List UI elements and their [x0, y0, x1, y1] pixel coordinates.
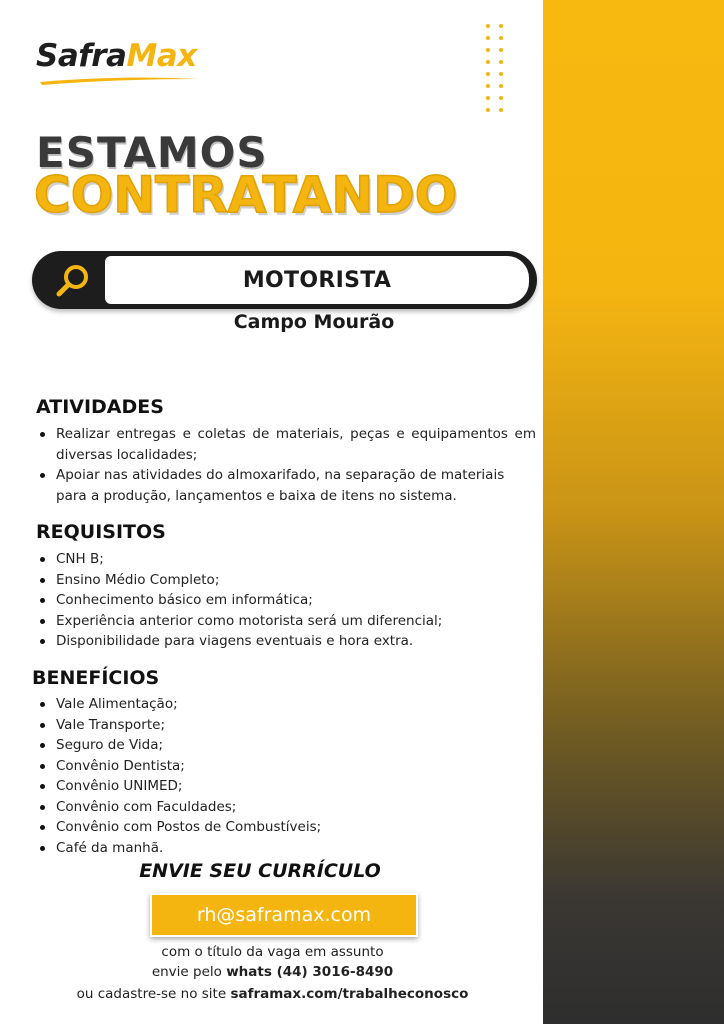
- brand-logo: [36, 38, 197, 74]
- list-item: Vale Alimentação;: [36, 694, 536, 715]
- decorative-dot-grid: [486, 24, 512, 120]
- cta-title: ENVIE SEU CURRÍCULO: [139, 860, 381, 882]
- footer-whatsapp-line: [0, 964, 545, 980]
- footer-site-line: [0, 986, 545, 1002]
- logo-swoosh-icon: [38, 74, 200, 86]
- requisitos-list: [36, 549, 536, 652]
- job-title: MOTORISTA: [242, 267, 392, 293]
- list-item: Vale Transporte;: [36, 715, 536, 736]
- careers-site-link[interactable]: saframax.com/trabalheconosco: [230, 986, 469, 1002]
- job-title-field: [105, 256, 529, 304]
- side-gradient-band: [543, 0, 724, 1024]
- list-item: Seguro de Vida;: [36, 735, 536, 756]
- section-title-atividades: ATIVIDADES: [36, 396, 164, 418]
- headline-line2: CONTRATANDO: [34, 166, 458, 224]
- list-item: Convênio com Postos de Combustíveis;: [36, 817, 536, 838]
- list-item: Realizar entregas e coletas de materiais, peças e equipamentos em diversas localidades;: [36, 424, 536, 465]
- footer-subject-note: com o título da vaga em assunto: [161, 944, 384, 960]
- list-item: Convênio com Faculdades;: [36, 797, 536, 818]
- atividades-list: [36, 424, 536, 506]
- beneficios-list: [36, 694, 536, 858]
- list-item: Conhecimento básico em informática;: [36, 590, 536, 611]
- whatsapp-number[interactable]: whats (44) 3016-8490: [226, 964, 394, 980]
- search-icon: [54, 262, 94, 298]
- list-item: Experiência anterior como motorista será um diferencial;: [36, 611, 536, 632]
- email-link[interactable]: rh@saframax.com: [150, 893, 418, 937]
- section-title-requisitos: REQUISITOS: [36, 521, 166, 543]
- brand-logo-part2: Max: [126, 38, 197, 74]
- list-item: Apoiar nas atividades do almoxarifado, na separação de materiais para a produção, lançamentos e baixa de itens no sistema.: [36, 465, 536, 506]
- list-item: CNH B;: [36, 549, 536, 570]
- list-item: Convênio UNIMED;: [36, 776, 536, 797]
- job-search-bar: [32, 251, 537, 309]
- job-location: Campo Mourão: [233, 311, 395, 333]
- list-item: Café da manhã.: [36, 838, 536, 859]
- brand-logo-part1: Safra: [36, 38, 127, 74]
- section-title-beneficios: BENEFÍCIOS: [32, 667, 160, 689]
- list-item: Convênio Dentista;: [36, 756, 536, 777]
- list-item: Ensino Médio Completo;: [36, 570, 536, 591]
- headline-line1: ESTAMOS: [36, 128, 268, 177]
- footer-whatsapp-prefix: envie pelo: [151, 964, 227, 980]
- footer-site-prefix: ou cadastre-se no site: [76, 986, 231, 1002]
- list-item: Disponibilidade para viagens eventuais e hora extra.: [36, 631, 536, 652]
